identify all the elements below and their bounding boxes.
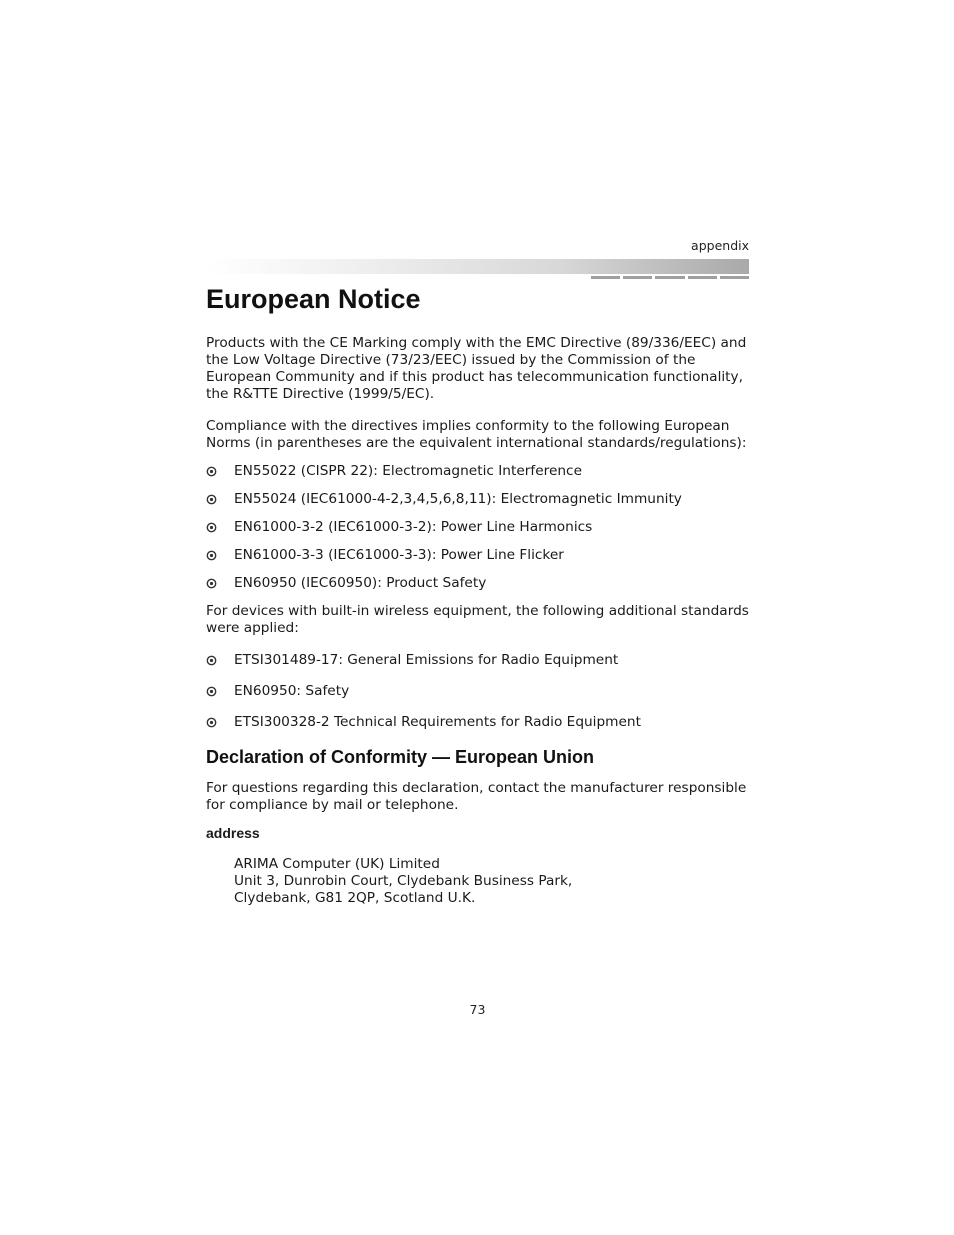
list-item — [206, 652, 749, 683]
header-tick — [655, 276, 684, 279]
declaration-paragraph: For questions regarding this declaration, contact the manufacturer responsible for compliance by mail or telephone. — [206, 780, 747, 813]
wireless-standards-list — [206, 652, 749, 745]
address-line: ARIMA Computer (UK) Limited — [234, 856, 440, 872]
list-item — [206, 575, 749, 603]
header-gradient-band — [206, 259, 749, 274]
list-item-text: EN61000-3-2 (IEC61000-3-2): Power Line Harmonics — [234, 519, 593, 535]
ring-bullet-icon — [206, 717, 217, 728]
running-head: appendix — [691, 238, 749, 253]
list-item — [206, 683, 749, 714]
section-heading: Declaration of Conformity — European Union — [206, 747, 595, 767]
list-item — [206, 463, 749, 491]
wireless-paragraph: For devices with built-in wireless equipment, the following additional standards were applied: — [206, 603, 749, 636]
page-title: European Notice — [206, 284, 421, 314]
list-item-text: EN55022 (CISPR 22): Electromagnetic Interference — [234, 463, 582, 479]
list-item-text: ETSI300328-2 Technical Requirements for Radio Equipment — [234, 714, 641, 730]
compliance-paragraph: Compliance with the directives implies conformity to the following European Norms (in parentheses are the equivalent international standards/regulations): — [206, 418, 747, 451]
ring-bullet-icon — [206, 550, 217, 561]
declaration-section — [206, 746, 749, 768]
header-tick — [591, 276, 620, 279]
list-item-text: EN55024 (IEC61000-4-2,3,4,5,6,8,11): Electromagnetic Immunity — [234, 491, 682, 507]
ring-bullet-icon — [206, 578, 217, 589]
address-block — [206, 856, 749, 907]
list-item-text: EN60950 (IEC60950): Product Safety — [234, 575, 487, 591]
list-item-text: EN60950: Safety — [234, 683, 350, 699]
ring-bullet-icon — [206, 522, 217, 533]
list-item — [206, 519, 749, 547]
address-label: address — [206, 825, 260, 841]
address-line: Unit 3, Dunrobin Court, Clydebank Business Park, — [234, 873, 573, 889]
list-item — [206, 547, 749, 575]
ring-bullet-icon — [206, 655, 217, 666]
intro-paragraph: Products with the CE Marking comply with the EMC Directive (89/336/EEC) and the Low Voltage Directive (73/23/EEC) issued by the Commission of the European Community and if this product has telecommunication functionality, the R&TTE Directive (1999/5/EC). — [206, 335, 747, 402]
ring-bullet-icon — [206, 466, 217, 477]
header-tick — [720, 276, 749, 279]
ring-bullet-icon — [206, 494, 217, 505]
header-tick — [688, 276, 717, 279]
page-body — [206, 335, 749, 907]
list-item-text: ETSI301489-17: General Emissions for Radio Equipment — [234, 652, 619, 668]
norms-list — [206, 463, 749, 603]
header-tick-marks — [591, 276, 749, 279]
header-tick — [623, 276, 652, 279]
list-item — [206, 491, 749, 519]
list-item-text: EN61000-3-3 (IEC61000-3-3): Power Line Flicker — [234, 547, 564, 563]
page-number: 73 — [469, 1002, 486, 1017]
address-line: Clydebank, G81 2QP, Scotland U.K. — [234, 890, 476, 906]
ring-bullet-icon — [206, 686, 217, 697]
list-item — [206, 714, 749, 745]
